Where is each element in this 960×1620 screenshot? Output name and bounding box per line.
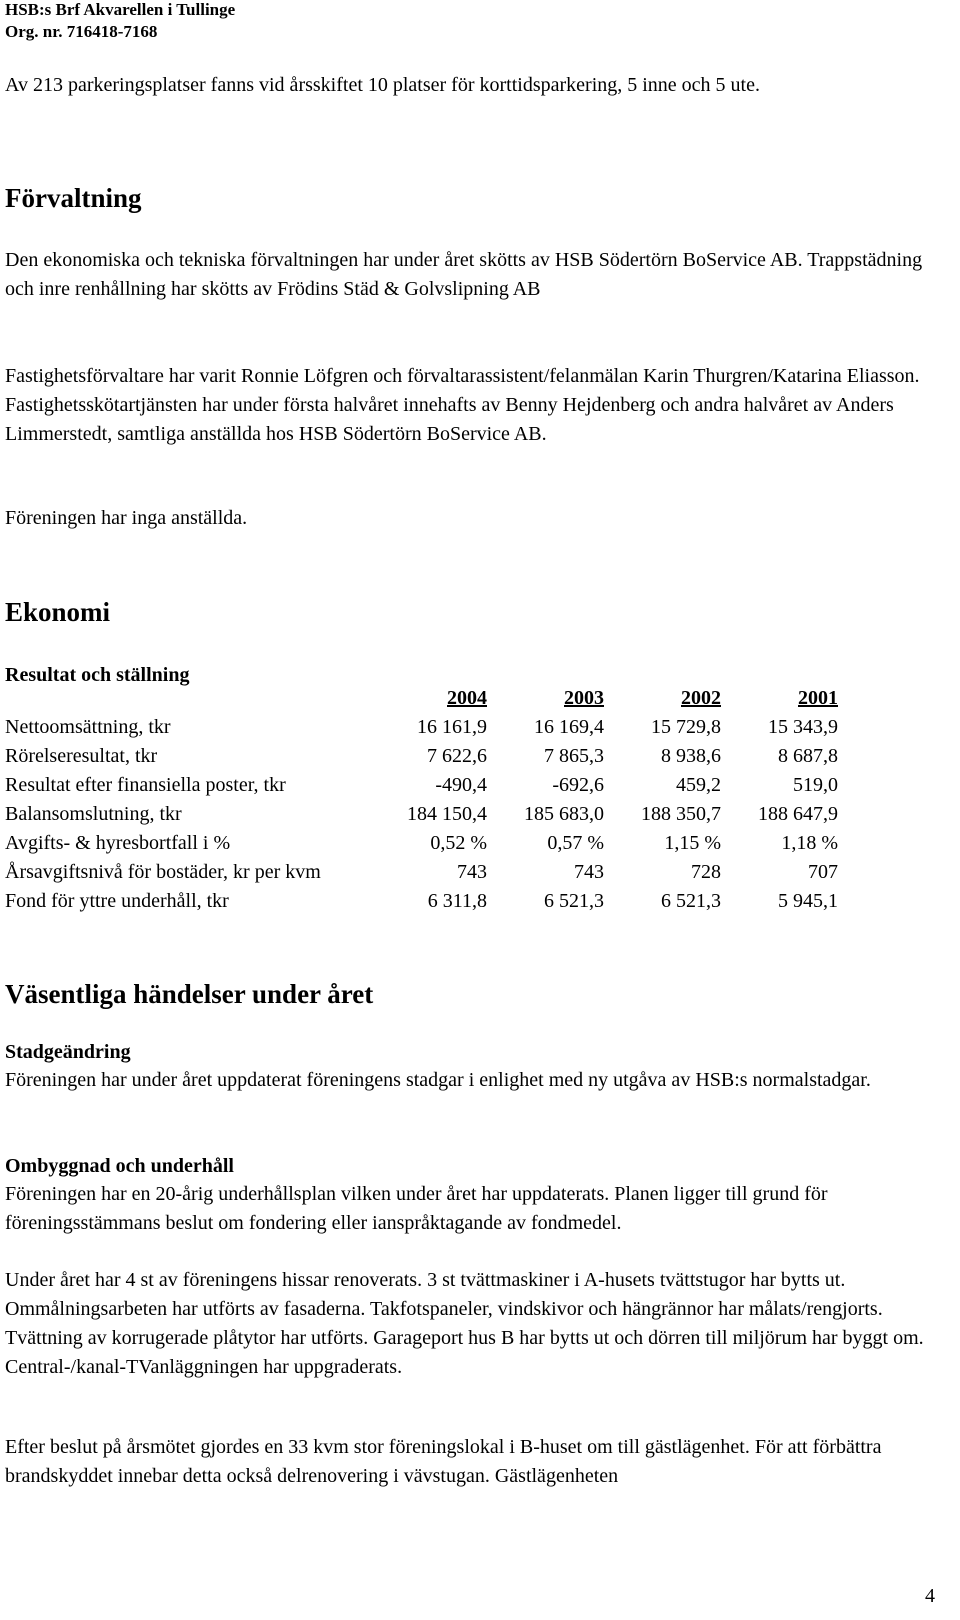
row-value: 728 (691, 861, 721, 883)
row-value: 185 683,0 (524, 803, 604, 825)
subheading-ombygg: Ombyggnad och underhåll (5, 1155, 234, 1177)
row-value: -490,4 (435, 774, 487, 796)
row-value: 5 945,1 (778, 890, 838, 912)
row-value: 519,0 (793, 774, 838, 796)
row-value: 8 687,8 (778, 745, 838, 767)
row-label: Årsavgiftsnivå för bostäder, kr per kvm (5, 861, 321, 883)
row-value: 184 150,4 (407, 803, 487, 825)
row-value: 16 161,9 (417, 716, 487, 738)
row-label: Avgifts- & hyresbortfall i % (5, 832, 231, 854)
row-label: Balansomslutning, tkr (5, 803, 182, 825)
ombygg-p3: Efter beslut på årsmötet gjordes en 33 kvm stor föreningslokal i B-huset om till gästlägenhet. För att förbättra brandskyddet innebar detta också delrenovering i vävstugan. Gästlägenheten (5, 1436, 882, 1487)
stadge-text: Föreningen har under året uppdaterat föreningens stadgar i enlighet med ny utgåva av HSB:s normalstadgar. (5, 1069, 871, 1091)
row-value: 188 350,7 (641, 803, 721, 825)
table-row (5, 858, 838, 887)
ombygg-p1: Föreningen har en 20-årig underhållsplan vilken under året har uppdaterats. Planen ligger till grund för föreningsstämmans beslut om fondering eller ianspråktagande av fondmedel. (5, 1183, 828, 1234)
header-org-nr: Org. nr. 716418-7168 (5, 22, 158, 41)
table-row (5, 829, 838, 858)
forvaltning-p1: Den ekonomiska och tekniska förvaltningen har under året skötts av HSB Södertörn BoService AB. Trappstädning och inre renhållning har skötts av Frödins Städ & Golvslipning AB (5, 249, 923, 300)
year-header: 2001 (798, 687, 838, 709)
row-value: 7 865,3 (544, 745, 604, 767)
row-value: 188 647,9 (758, 803, 838, 825)
row-value: 743 (574, 861, 604, 883)
forvaltning-p3: Föreningen har inga anställda. (5, 507, 248, 529)
row-value: 7 622,6 (427, 745, 487, 767)
heading-handelser: Väsentliga händelser under året (5, 979, 374, 1009)
row-value: 15 343,9 (768, 716, 838, 738)
row-value: 8 938,6 (661, 745, 721, 767)
table-header-row (5, 684, 838, 713)
row-value: 6 311,8 (427, 890, 487, 912)
row-value: 1,18 % (781, 832, 838, 854)
header-org-name: HSB:s Brf Akvarellen i Tullinge (5, 0, 236, 19)
row-label: Rörelseresultat, tkr (5, 745, 158, 767)
row-value: 0,57 % (547, 832, 604, 854)
subheading-stadge: Stadgeändring (5, 1041, 131, 1063)
subheading-resultat: Resultat och ställning (5, 664, 190, 686)
page-number: 4 (925, 1585, 935, 1607)
row-value: 16 169,4 (534, 716, 604, 738)
row-label: Nettoomsättning, tkr (5, 716, 171, 738)
row-value: 707 (808, 861, 838, 883)
table-row (5, 887, 838, 916)
table-row (5, 742, 838, 771)
row-value: -692,6 (552, 774, 604, 796)
table-row (5, 800, 838, 829)
heading-forvaltning: Förvaltning (5, 183, 142, 213)
row-value: 1,15 % (664, 832, 721, 854)
heading-ekonomi: Ekonomi (5, 597, 111, 627)
year-header: 2004 (447, 687, 487, 709)
row-value: 6 521,3 (661, 890, 721, 912)
year-header: 2002 (681, 687, 721, 709)
row-value: 743 (457, 861, 487, 883)
year-header: 2003 (564, 687, 604, 709)
row-label: Resultat efter finansiella poster, tkr (5, 774, 286, 796)
row-value: 15 729,8 (651, 716, 721, 738)
ombygg-p2: Under året har 4 st av föreningens hissar renoverats. 3 st tvättmaskiner i A-husets tvättstugor har bytts ut. Ommålningsarbeten har utförts av fasaderna. Takfotspaneler, vindskivor och hängrännor har målats/rengjorts. Tvättning av korrugerade plåtytor har utförts. Garageport hus B har bytts ut och dörren till miljörum har byggt om. Central-/kanal-TVanläggningen har uppgraderats. (5, 1269, 924, 1378)
table-row (5, 771, 838, 800)
row-value: 6 521,3 (544, 890, 604, 912)
financial-table (5, 684, 838, 916)
intro-parking: Av 213 parkeringsplatser fanns vid årsskiftet 10 platser för korttidsparkering, 5 inne och 5 ute. (5, 74, 760, 96)
table-header-blank (5, 684, 370, 713)
table-row (5, 713, 838, 742)
row-label: Fond för yttre underhåll, tkr (5, 890, 229, 912)
row-value: 459,2 (676, 774, 721, 796)
row-value: 0,52 % (430, 832, 487, 854)
forvaltning-p2: Fastighetsförvaltare har varit Ronnie Löfgren och förvaltarassistent/felanmälan Karin Thurgren/Katarina Eliasson. Fastighetsskötartjänsten har under första halvåret innehafts av Benny Hejdenberg och andra halvåret av Anders Limmerstedt, samtliga anställda hos HSB Södertörn BoService AB. (5, 365, 920, 445)
